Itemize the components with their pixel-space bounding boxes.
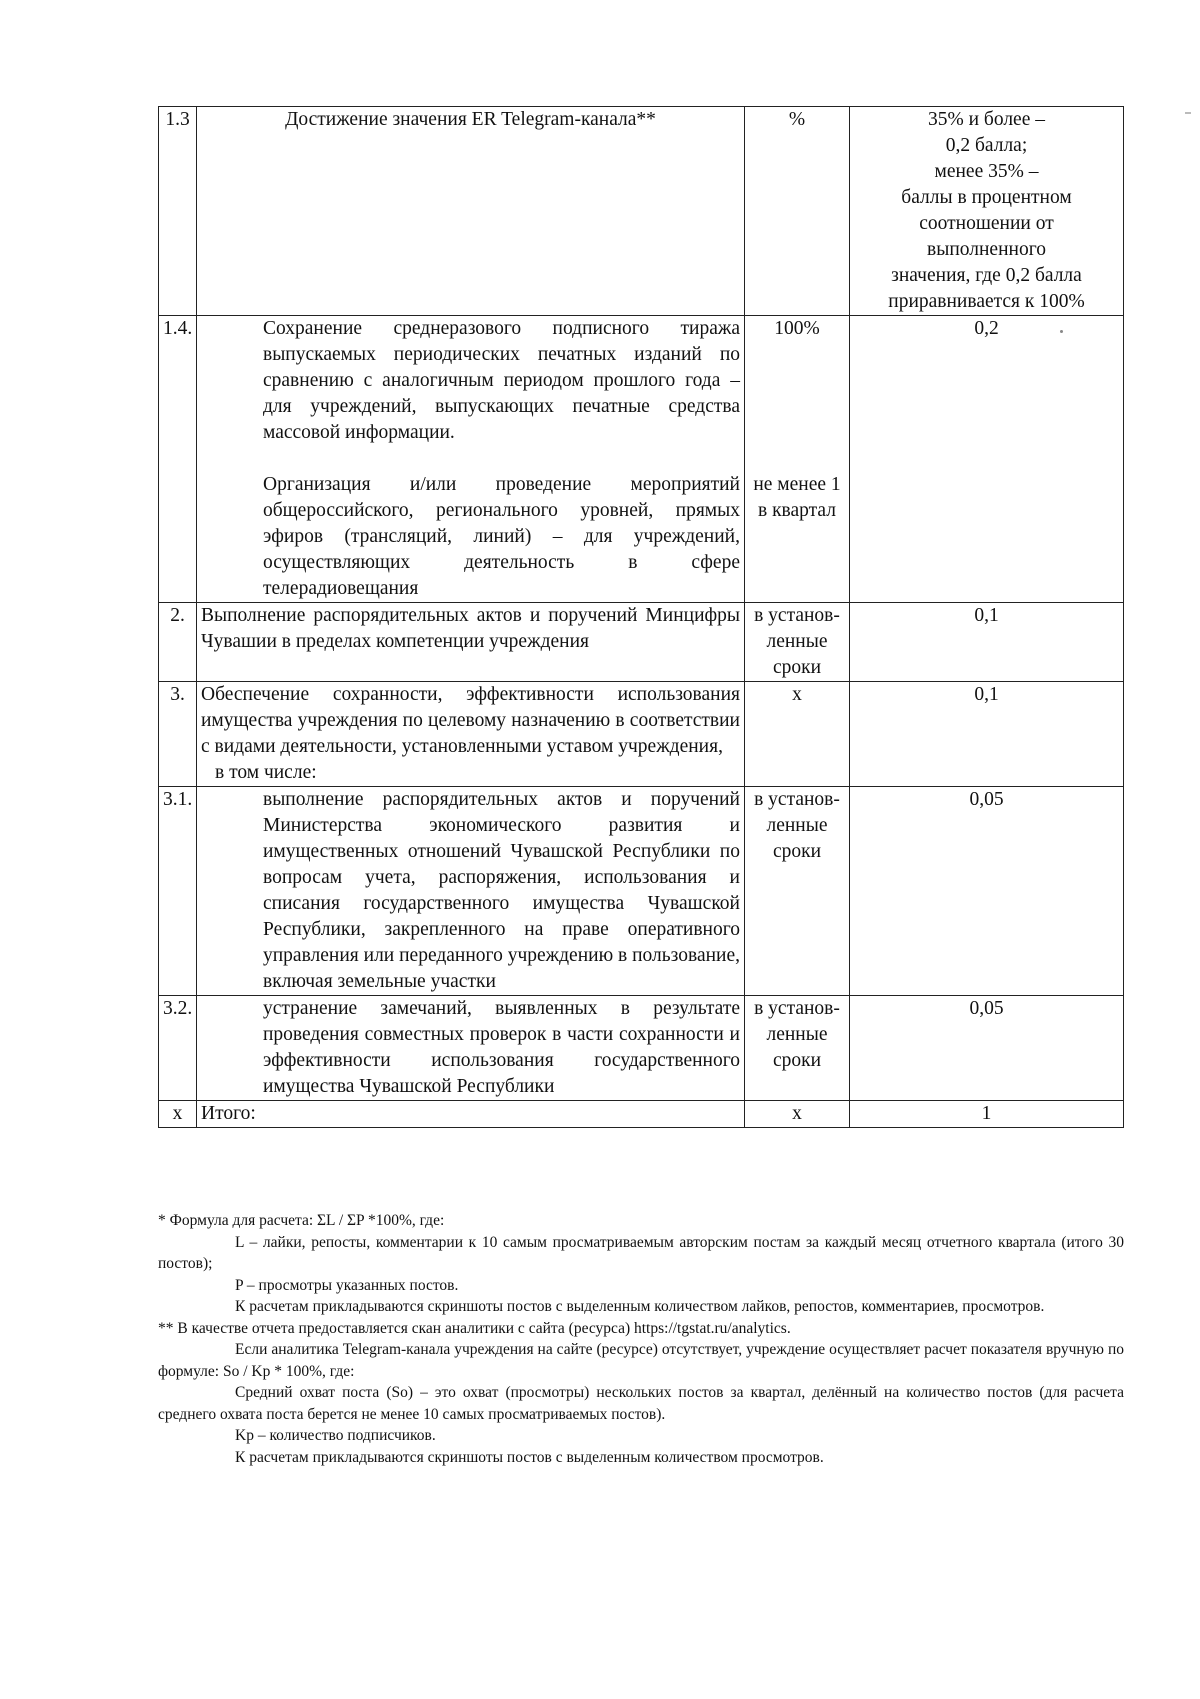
row-name: устранение замечаний, выявленных в результате проведения совместных проверок в части сохранности и эффективности использования государственного имущества Чувашской Республики <box>197 996 745 1101</box>
table-row-total <box>159 1101 1124 1128</box>
row-score: 0,2 <box>850 316 1124 603</box>
footnote-line: Kp – количество подписчиков. <box>235 1427 436 1444</box>
row-unit: % <box>745 107 850 316</box>
score-line: 0,2 балла; <box>945 135 1028 156</box>
table-row <box>159 316 1124 603</box>
row-unit <box>745 316 850 603</box>
row-number: 3.2. <box>159 996 197 1101</box>
unit-b-line: в квартал <box>758 500 836 521</box>
footnote-line: L – лайки, репосты, комментарии к 10 самым просматриваемым авторским постам за каждый месяц отчетного квартала (итого 30 постов); <box>158 1233 1124 1272</box>
row-name-tail: в том числе: <box>215 762 317 783</box>
row-number: 3.1. <box>159 787 197 996</box>
score-line: баллы в процентном <box>901 187 1072 208</box>
row-number: x <box>159 1101 197 1128</box>
unit-line: ленные <box>766 1024 828 1045</box>
scan-mark <box>1185 112 1191 114</box>
footnote-line: Средний охват поста (So) – это охват (просмотры) нескольких постов за квартал, делённый на количество постов (для расчета среднего охвата поста берется не менее 10 самых просматриваемых постов). <box>158 1384 1124 1423</box>
row-score <box>850 107 1124 316</box>
row-name: Выполнение распорядительных актов и поручений Минцифры Чувашии в пределах компетенции учреждения <box>197 603 745 682</box>
row-name: выполнение распорядительных актов и поручений Министерства экономического развития и имущественных отношений Чувашской Республики по вопросам учета, распоряжения, использования и списания государственного имущества Чувашской Республики, закрепленного на праве оперативного управления или переданного учреждению в пользование, включая земельные участки <box>197 787 745 996</box>
table-row <box>159 107 1124 316</box>
footnote-formula: * Формула для расчета: ΣL / ΣP *100%, где: <box>158 1212 445 1229</box>
unit-line: сроки <box>772 841 822 862</box>
unit-a: 100% <box>774 318 820 339</box>
unit-line: сроки <box>772 1050 822 1071</box>
unit-line: в установ- <box>754 998 840 1019</box>
row-score: 0,1 <box>850 603 1124 682</box>
footnote-line: P – просмотры указанных постов. <box>235 1276 459 1294</box>
unit-line: ленные <box>766 631 828 652</box>
row-name: Итого: <box>197 1101 745 1128</box>
unit-b-line: не менее 1 <box>753 474 841 495</box>
score-line: приравнивается к 100% <box>888 291 1085 312</box>
criteria-table <box>158 106 1124 1128</box>
unit-line: в установ- <box>754 605 840 626</box>
unit-line: ленные <box>766 815 828 836</box>
row-unit <box>745 787 850 996</box>
row-score: 0,1 <box>850 682 1124 787</box>
row-number: 3. <box>159 682 197 787</box>
row-unit: x <box>745 1101 850 1128</box>
row-name-main: Обеспечение сохранности, эффективности использования имущества учреждения по целевому назначению в соответствии с видами деятельности, установленными уставом учреждения, <box>201 684 740 757</box>
row-name <box>197 682 745 787</box>
row-unit <box>745 603 850 682</box>
score-line: 35% и более – <box>927 109 1045 130</box>
table-row <box>159 996 1124 1101</box>
table-row <box>159 682 1124 787</box>
row-name <box>197 316 745 603</box>
row-unit: x <box>745 682 850 787</box>
table-row <box>159 787 1124 996</box>
row-number: 2. <box>159 603 197 682</box>
score-line: выполненного <box>927 239 1046 260</box>
row-score: 1 <box>850 1101 1124 1128</box>
score-line: соотношении от <box>919 213 1054 234</box>
unit-line: сроки <box>772 657 822 678</box>
scan-dot <box>1060 330 1063 333</box>
row-name-part-b: Организация и/или проведение мероприятий общероссийского, регионального уровней, прямых эфиров (трансляций, линий) – для учреждений, осуществляющих деятельность в сфере телерадиовещания <box>263 474 740 599</box>
row-number: 1.4. <box>159 316 197 603</box>
footnote-line: Если аналитика Telegram-канала учреждения на сайте (ресурсе) отсутствует, учреждение осуществляет расчет показателя вручную по формуле: So / Kp * 100%, где: <box>158 1341 1124 1380</box>
row-name: Достижение значения ER Telegram-канала** <box>197 107 745 316</box>
score-line: значения, где 0,2 балла <box>891 265 1082 286</box>
row-number: 1.3 <box>159 107 197 316</box>
row-score: 0,05 <box>850 996 1124 1101</box>
row-unit <box>745 996 850 1101</box>
footnote-line: К расчетам прикладываются скриншоты постов с выделенным количеством лайков, репостов, комментариев, просмотров. <box>235 1298 1045 1315</box>
footnote-line: К расчетам прикладываются скриншоты постов с выделенным количеством просмотров. <box>235 1448 824 1466</box>
row-name-part-a: Сохранение среднеразового подписного тиража выпускаемых периодических печатных изданий по сравнению с аналогичным периодом прошлого года – для учреждений, выпускающих печатные средства массовой информации. <box>263 318 740 443</box>
table-row <box>159 603 1124 682</box>
unit-line: в установ- <box>754 789 840 810</box>
row-score: 0,05 <box>850 787 1124 996</box>
footnote-report: ** В качестве отчета предоставляется скан аналитики с сайта (ресурса) https://tgstat.ru/analytics. <box>158 1319 791 1337</box>
footnotes <box>158 1210 1124 1468</box>
score-line: менее 35% – <box>934 161 1039 182</box>
